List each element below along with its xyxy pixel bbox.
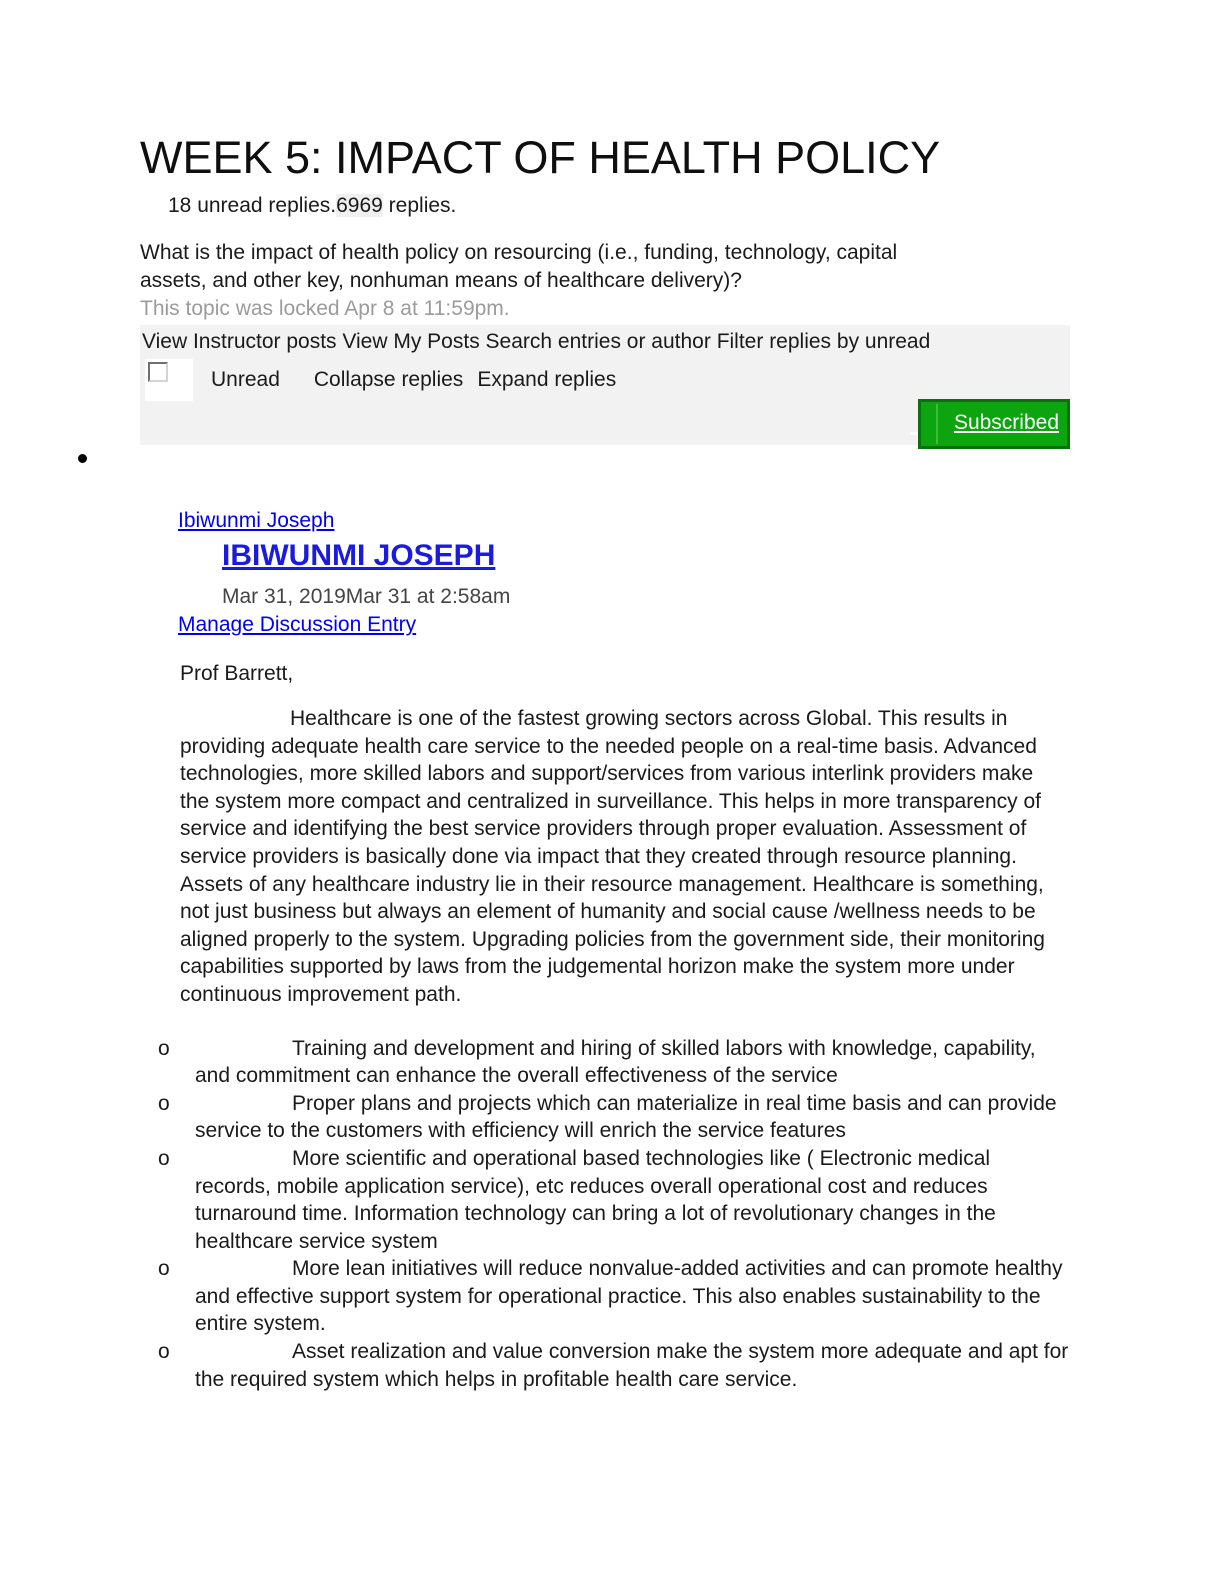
- list-item-text: Training and development and hiring of skilled labors with knowledge, capability, and commitment can enhance the overall effectiveness of the service: [195, 1036, 1036, 1088]
- entry-body: Healthcare is one of the fastest growing sectors across Global. This results in providing adequate health care service to the needed people on a real-time basis. Advanced technologies, more skilled labors and support/services from various interlink providers make the system more compact and centralized in surveillance. This helps in more transparency of service and identifying the best service providers through proper evaluation. Assessment of service providers is basically done via impact that they created through resource planning. Assets of any healthcare industry lie in their resource management. Healthcare is something, not just business but always an element of humanity and social cause /wellness needs to be aligned properly to the system. Upgrading policies from the government side, their monitoring capabilities supported by laws from the judgemental horizon make the system more under continuous improvement path.: [180, 707, 1045, 1006]
- view-my-posts-link[interactable]: View My Posts: [342, 330, 480, 353]
- author-link[interactable]: Ibiwunmi Joseph: [178, 509, 335, 532]
- entry-date: Mar 31, 2019Mar 31 at 2:58am: [222, 585, 511, 608]
- thread-bullet-icon: [78, 454, 87, 463]
- entry-greeting: Prof Barrett,: [180, 662, 294, 685]
- list-marker: o: [158, 1091, 170, 1115]
- list-item: [158, 1035, 1224, 1090]
- filter-replies-by-unread-control[interactable]: Filter replies by unread: [716, 330, 931, 353]
- checkbox-patch: [145, 359, 193, 401]
- subscribed-button[interactable]: [918, 399, 1070, 449]
- list-item: [158, 1090, 1224, 1145]
- page-title: WEEK 5: IMPACT OF HEALTH POLICY: [140, 132, 941, 183]
- toolbar-options-row: [142, 359, 1070, 401]
- list-marker: o: [158, 1340, 170, 1364]
- discussion-toolbar: [140, 325, 1070, 445]
- locked-notice: This topic was locked Apr 8 at 11:59pm.: [140, 297, 510, 320]
- unread-label[interactable]: Unread: [211, 368, 280, 391]
- list-item: [158, 1255, 1224, 1338]
- entry-bullet-list: [158, 1035, 1224, 1394]
- list-item-text: More lean initiatives will reduce nonvalue-added activities and can promote healthy and effective support system for operational practice. This also enables sustainability to the entire system.: [195, 1257, 1063, 1336]
- list-item: [158, 1145, 1224, 1255]
- manage-discussion-entry-link[interactable]: Manage Discussion Entry: [178, 613, 417, 636]
- list-item-text: More scientific and operational based technologies like ( Electronic medical records, mobile application service), etc reduces overall operational cost and reduces turnaround time. Information technology can bring a lot of revolutionary changes in the healthcare service system: [195, 1146, 996, 1253]
- author-heading: [222, 539, 1224, 573]
- total-replies-count: 6969: [336, 194, 383, 217]
- view-instructor-posts-link[interactable]: View Instructor posts: [142, 330, 337, 353]
- button-divider: [936, 404, 938, 444]
- discussion-entry: [158, 507, 1224, 1393]
- toolbar-filter-row: [142, 328, 1070, 355]
- list-item-text: Proper plans and projects which can materialize in real time basis and can provide service to the customers with efficiency will enrich the service features: [195, 1091, 1057, 1143]
- subscribed-label: Subscribed: [953, 411, 1059, 434]
- replies-suffix: replies.: [382, 194, 457, 217]
- list-item: [158, 1338, 1224, 1393]
- unread-checkbox[interactable]: [148, 362, 168, 382]
- discussion-prompt: What is the impact of health policy on resourcing (i.e., funding, technology, capital assets, and other key, nonhuman means of healthcare delivery)?: [140, 241, 898, 292]
- expand-replies-button[interactable]: Expand replies: [477, 368, 617, 391]
- list-item-text: Asset realization and value conversion make the system more adequate and apt for the required system which helps in profitable health care service.: [195, 1340, 1069, 1391]
- replies-summary: [168, 192, 1224, 219]
- author-heading-link[interactable]: IBIWUNMI JOSEPH: [222, 539, 496, 572]
- search-entries-field[interactable]: Search entries or author: [485, 330, 711, 353]
- list-marker: o: [158, 1036, 170, 1060]
- list-marker: o: [158, 1146, 170, 1170]
- collapse-replies-button[interactable]: Collapse replies: [313, 368, 464, 391]
- unread-replies-count: 18 unread replies.: [168, 194, 337, 217]
- list-marker: o: [158, 1257, 170, 1281]
